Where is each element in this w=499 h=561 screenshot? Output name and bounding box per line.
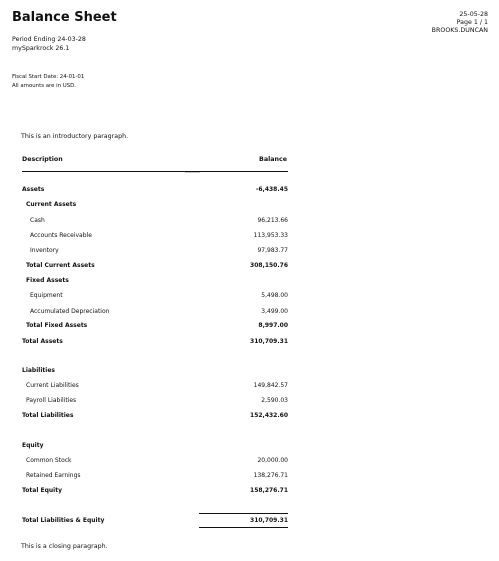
row-label: Accounts Receivable bbox=[30, 232, 92, 239]
row-label: Current Liabilities bbox=[26, 382, 79, 389]
table-row bbox=[22, 487, 288, 496]
row-label: Inventory bbox=[30, 247, 59, 254]
row-value: 5,498.00 bbox=[261, 292, 288, 299]
row-label: Equipment bbox=[30, 292, 63, 299]
fiscal-start-date: Fiscal Start Date: 24-01-01 bbox=[12, 74, 85, 80]
table-row bbox=[22, 217, 288, 226]
row-label: Liabilities bbox=[22, 367, 55, 374]
table-row bbox=[22, 472, 288, 481]
row-value: 8,997.00 bbox=[258, 322, 288, 329]
row-value: 2,590.03 bbox=[261, 397, 288, 404]
row-value: 158,276.71 bbox=[250, 487, 288, 494]
row-label: Accumulated Depreciation bbox=[30, 308, 110, 315]
row-label: Total Liabilities bbox=[22, 412, 74, 419]
row-value: 310,709.31 bbox=[250, 338, 288, 345]
grand-total-rule-bottom bbox=[199, 527, 288, 528]
table-row bbox=[22, 308, 288, 317]
table-row bbox=[22, 397, 288, 406]
table-row bbox=[22, 338, 288, 347]
table-row bbox=[22, 292, 288, 301]
row-label: Retained Earnings bbox=[26, 472, 81, 479]
intro-paragraph: This is an introductory paragraph. bbox=[21, 133, 129, 140]
row-value: 310,709.31 bbox=[250, 517, 288, 524]
grand-total-rule-top bbox=[199, 513, 288, 514]
header-rule bbox=[22, 171, 288, 172]
row-label: Total Liabilities & Equity bbox=[22, 517, 105, 524]
row-value: 20,000.00 bbox=[257, 457, 288, 464]
closing-paragraph: This is a closing paragraph. bbox=[21, 543, 108, 550]
row-label: Payroll Liabilities bbox=[26, 397, 77, 404]
row-label: Total Current Assets bbox=[26, 262, 95, 269]
report-date: 25-05-28 bbox=[459, 11, 488, 18]
table-row bbox=[22, 201, 288, 210]
header-rule-shadow bbox=[185, 172, 200, 173]
column-header-description: Description bbox=[22, 156, 63, 163]
table-row bbox=[22, 186, 288, 195]
table-row bbox=[22, 262, 288, 271]
table-row bbox=[22, 457, 288, 466]
row-label: Assets bbox=[22, 186, 45, 193]
row-value: 96,213.66 bbox=[257, 217, 288, 224]
row-value: 138,276.71 bbox=[253, 472, 288, 479]
row-value: 308,150.76 bbox=[250, 262, 288, 269]
period-ending: Period Ending 24-03-28 bbox=[12, 36, 86, 43]
column-header-balance: Balance bbox=[259, 156, 287, 163]
table-row bbox=[22, 277, 288, 286]
row-label: Equity bbox=[22, 442, 44, 449]
table-row bbox=[22, 322, 288, 331]
table-row bbox=[22, 382, 288, 391]
row-label: Fixed Assets bbox=[26, 277, 69, 284]
page-number: Page 1 / 1 bbox=[456, 19, 488, 27]
user-name: BROOKS.DUNCAN bbox=[431, 27, 488, 35]
table-row bbox=[22, 232, 288, 241]
row-value: 113,953.33 bbox=[253, 232, 288, 239]
row-label: Total Equity bbox=[22, 487, 62, 494]
row-label: Common Stock bbox=[26, 457, 72, 464]
row-label: Cash bbox=[30, 217, 45, 224]
row-value: 152,432.60 bbox=[250, 412, 288, 419]
currency-note: All amounts are in USD. bbox=[12, 83, 77, 89]
table-row bbox=[22, 412, 288, 421]
table-row bbox=[22, 247, 288, 256]
company-name: mySparkrock 26.1 bbox=[12, 45, 70, 52]
table-row bbox=[22, 442, 288, 451]
row-value: -6,438.45 bbox=[255, 186, 288, 193]
row-value: 97,983.77 bbox=[257, 247, 288, 254]
table-row bbox=[22, 367, 288, 376]
report-title: Balance Sheet bbox=[12, 10, 117, 25]
report-meta bbox=[432, 11, 488, 36]
table-row-grand-total bbox=[22, 517, 288, 526]
row-value: 3,499.00 bbox=[261, 308, 288, 315]
row-label: Total Fixed Assets bbox=[26, 322, 88, 329]
row-value: 149,842.57 bbox=[253, 382, 288, 389]
row-label: Current Assets bbox=[26, 201, 77, 208]
row-label: Total Assets bbox=[22, 338, 63, 345]
